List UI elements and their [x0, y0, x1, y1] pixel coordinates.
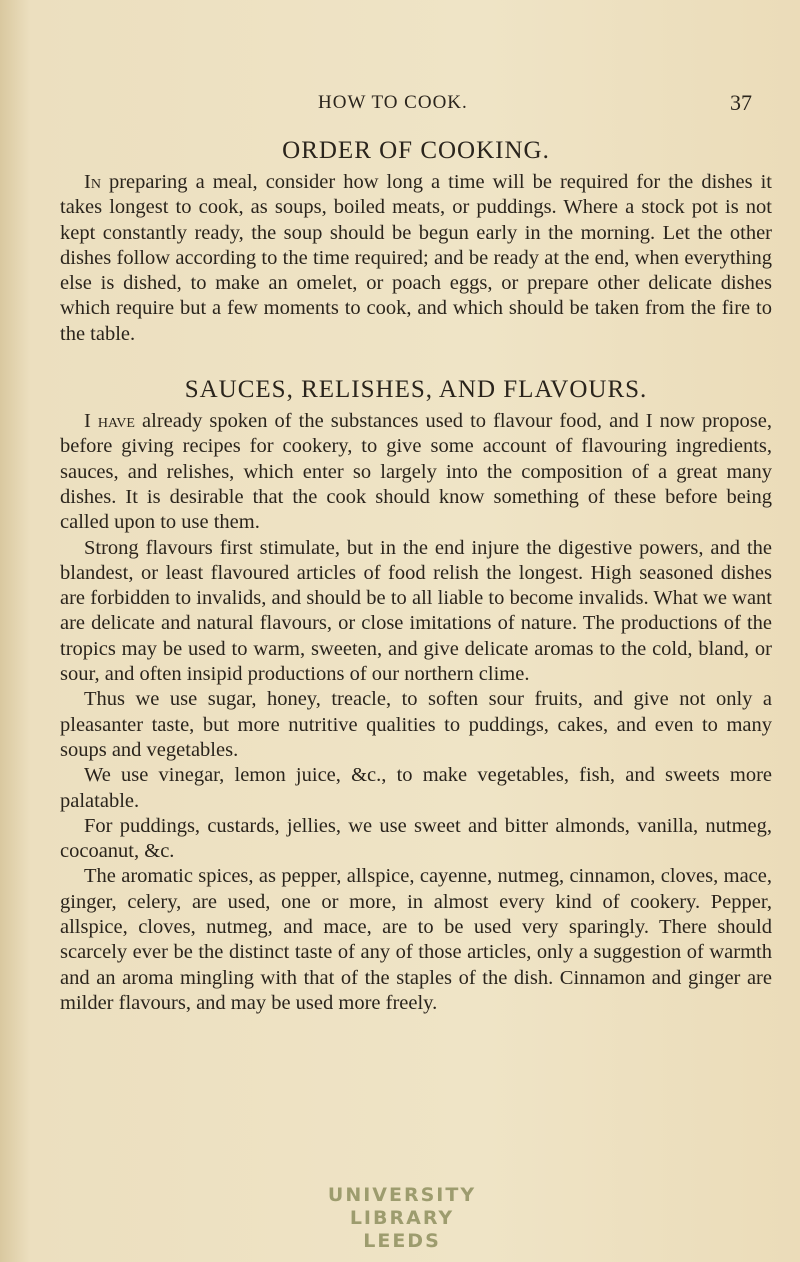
paragraph-text: For puddings, custards, jellies, we use sweet and bitter almonds, vanilla, nutmeg, cocoanut, &c.: [60, 814, 772, 863]
page-number: 37: [730, 90, 752, 115]
paragraph: [60, 864, 772, 1016]
paragraph: [60, 814, 772, 865]
paragraph: [60, 170, 772, 347]
running-head: [0, 92, 800, 122]
section-heading-order-of-cooking: ORDER OF COOKING.: [282, 137, 550, 164]
paragraph-text: Thus we use sugar, honey, treacle, to soften sour fruits, and give not only a pleasanter taste, but more nutritive qualities to puddings, cakes, and even to many soups and vegetables.: [60, 688, 772, 761]
paragraph-lead: In: [84, 171, 101, 193]
page-content: [60, 136, 772, 1016]
paragraph-text: Strong flavours first stimulate, but in the end injure the digestive powers, and the blandest, or least flavoured articles of food relish the longest. High seasoned dishes are forbidden to invalids, and should be to all liable to become invalids. What we want are delicate and natural flavours, or close imitations of nature. The productions of the tropics may be used to warm, sweeten, and give delicate aromas to the cold, bland, or sour, and often insipid productions of our northern clime.: [60, 536, 772, 686]
paragraph: [60, 763, 772, 814]
section-heading-sauces: SAUCES, RELISHES, AND FLAVOURS.: [184, 376, 648, 404]
paragraph-text: already spoken of the substances used to flavour food, and I now propose, before giving recipes for cookery, to give some account of flavouring ingredients, sauces, and relishes, which enter so largely into the composition of a great many dishes. It is desirable that the cook should know something of these before being called upon to use them.: [60, 410, 773, 534]
library-stamp: [302, 1184, 502, 1253]
running-title: HOW TO COOK.: [318, 92, 468, 113]
stamp-line: LIBRARY: [349, 1207, 455, 1229]
paragraph: [60, 687, 772, 763]
paragraph-text: The aromatic spices, as pepper, allspice, cayenne, nutmeg, cinnamon, cloves, mace, ginger, celery, are used, one or more, in almost every kind of cookery. Pepper, allspice, cloves, nutmeg, and mace, are to be used very sparingly. There should scarcely ever be the distinct taste of any of those articles, only a suggestion of warmth and an aroma mingling with that of the staples of the dish. Cinnamon and ginger are milder flavours, and may be used more freely.: [60, 865, 772, 1014]
paragraph: [60, 409, 772, 535]
paragraph-text: preparing a meal, consider how long a time will be required for the dishes it takes longest to cook, as soups, boiled meats, or puddings. Where a stock pot is not kept constantly ready, the soup should be begun early in the morning. Let the other dishes follow according to the time required; and be ready at the end, when everything else is dished, to make an omelet, or poach eggs, or prepare other delicate dishes which require but a few moments to cook, and which should be taken from the fire to the table.: [60, 171, 772, 345]
paragraph-text: We use vinegar, lemon juice, &c., to make vegetables, fish, and sweets more palatable.: [60, 764, 772, 812]
paragraph: [60, 536, 772, 688]
paragraph-lead: I have: [84, 410, 135, 433]
stamp-line: UNIVERSITY: [327, 1184, 477, 1206]
stamp-line: LEEDS: [363, 1230, 441, 1252]
